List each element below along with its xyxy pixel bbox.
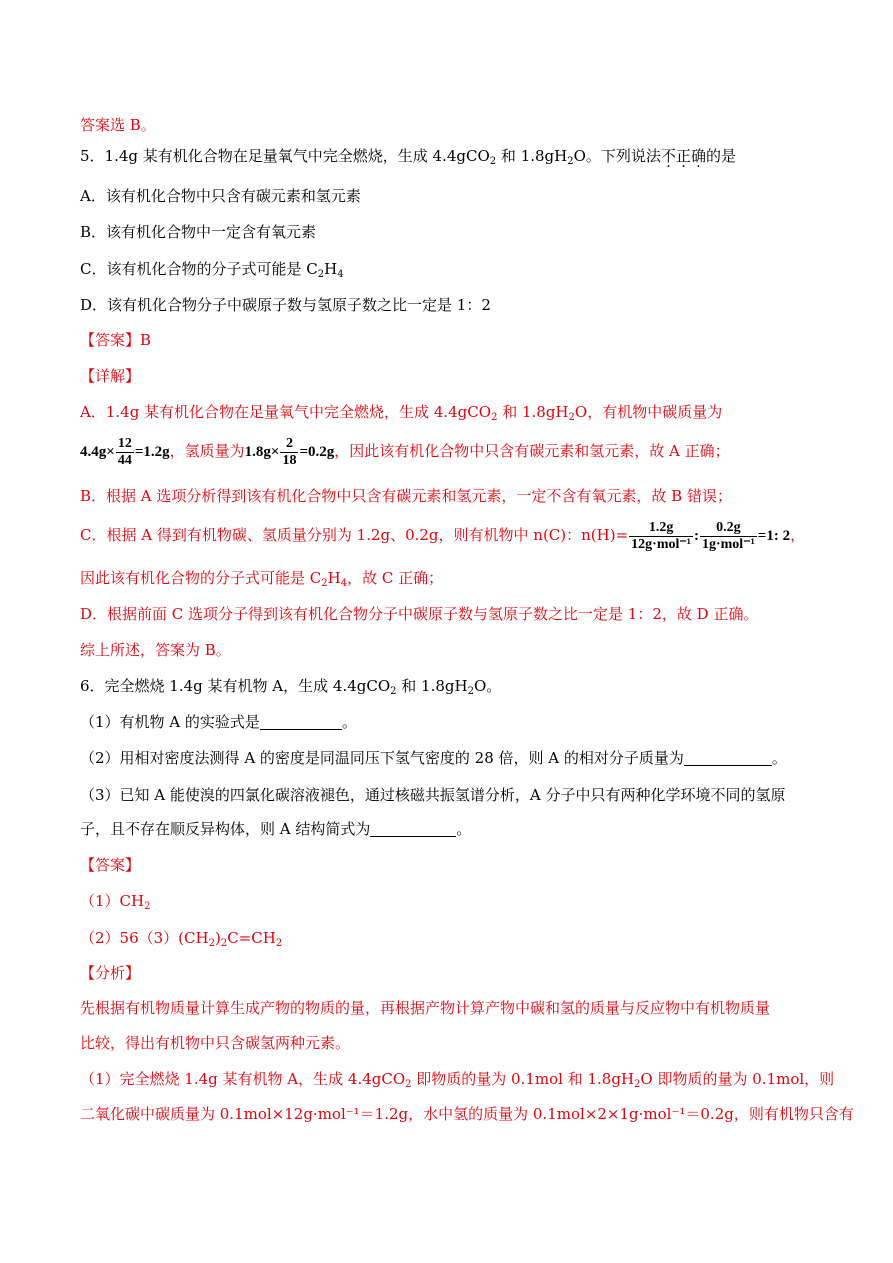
q5-answer: 【答案】B <box>80 331 152 349</box>
q6-stem: 6．完全燃烧 1.4g 某有机物 A，生成 4.4gCO$_2$ 和 $1.8gH_2O$。 <box>80 677 502 697</box>
answer-blank[interactable] <box>370 820 456 837</box>
q6-analysis-line1: 先根据有机物质量计算生成产物的物质的量，再根据产物计算产物中碳和氢的质量与反应物中有机物质量 <box>80 999 771 1017</box>
q5-detail-b: B．根据 A 选项分析得到该有机化合物中只含有碳元素和氢元素，一定不含有氧元素，故 B 错误； <box>80 487 732 505</box>
q6-analysis-line3: （1）完全燃烧 1.4g 某有机物 A，生成 4.4gCO$_2$ 即物质的量为 0.1mol 和 $1.8gH_2O$ 即物质的量为 0.1mol，则 <box>80 1070 835 1090</box>
q6-part2: （2）用相对密度法测得 A 的密度是同温同压下氢气密度的 28 倍，则 A 的相对分子质量为 。 <box>80 749 787 767</box>
answer-blank[interactable] <box>684 749 772 766</box>
q5-option-b: B．该有机化合物中一定含有氧元素 <box>80 223 317 241</box>
q5-option-a: A．该有机化合物中只含有碳元素和氢元素 <box>80 187 361 205</box>
q6-part3-line2: 子，且不存在顺反异构体，则 A 结构简式为 。 <box>80 820 472 838</box>
q6-analysis-tag: 【分析】 <box>80 964 141 982</box>
q5-stem: 5．1.4g 某有机化合物在足量氧气中完全燃烧，生成 4.4gCO$_2$ 和 $1.8gH_2O$。下列说法不正确的是 <box>80 147 736 167</box>
mole-ratio-calc: $\frac{1.2g}{\text{12g·mol⁻¹}}$ : $\frac{0.2g}{\text{1g·mol⁻¹}}$ =1: 2 <box>631 520 791 553</box>
q5-detail-a-line2: 4.4g× $\frac{12}{44}$ =1.2g，氢质量为1.8g× $\frac{2}{18}$ =0.2g，因此该有机化合物中只含有碳元素和氢元素，故 A 正确； <box>80 436 730 469</box>
q5-option-d: D．该有机化合物分子中碳原子数与氢原子数之比一定是 1：2 <box>80 296 491 314</box>
q5-option-c: C．该有机化合物的分子式可能是 $C_2H_4$ <box>80 260 344 280</box>
q6-analysis-line2: 比较，得出有机物中只含碳氢两种元素。 <box>80 1034 351 1052</box>
q6-analysis-line4: 二氧化碳中碳质量为 0.1mol×12g·mol⁻¹＝1.2g，水中氢的质量为 0.1mol×2×1g·mol⁻¹＝0.2g，则有机物只含有 <box>80 1105 854 1123</box>
q5-detail-c-line2: 因此该有机化合物的分子式可能是 $C_2H_4$，故 C 正确； <box>80 569 444 589</box>
q6-answer-tag: 【答案】 <box>80 856 141 874</box>
hydrogen-mass-calc: 1.8g× $\frac{2}{18}$ =0.2g <box>244 436 335 469</box>
q5-detail-tag: 【详解】 <box>80 367 141 385</box>
q5-detail-a-line1: A．1.4g 某有机化合物在足量氧气中完全燃烧，生成 4.4gCO$_2$ 和 $1.8gH_2O$，有机物中碳质量为 <box>80 403 723 423</box>
q5-detail-c-line1: C．根据 A 得到有机物碳、氢质量分别为 1.2g、0.2g，则有机物中 n(C)：n(H)= $\frac{1.2g}{\text{12g·mol⁻¹}}$ : $\frac{0.2g}{\text{1g·mol⁻¹}}$ =1: 2， <box>80 520 806 553</box>
q6-part3-line1: （3）已知 A 能使溴的四氯化碳溶液褪色，通过核磁共振氢谱分析，A 分子中只有两种化学环境不同的氢原 <box>80 786 786 804</box>
q6-answer-2-3: $(2)56(3)(CH_2)_2C=CH_2$ <box>80 929 283 949</box>
q5-summary: 综上所述，答案为 B。 <box>80 641 231 659</box>
previous-answer: 答案选 B。 <box>80 116 156 134</box>
carbon-mass-calc: 4.4g× $\frac{12}{44}$ =1.2g <box>80 436 170 469</box>
q6-part1: （1）有机物 A 的实验式是 。 <box>80 713 357 731</box>
answer-blank[interactable] <box>260 713 342 730</box>
q5-detail-d: D．根据前面 C 选项分子得到该有机化合物分子中碳原子数与氢原子数之比一定是 1：2，故 D 正确。 <box>80 605 759 623</box>
q6-answer-1: $(1)CH_2$ <box>80 892 151 912</box>
